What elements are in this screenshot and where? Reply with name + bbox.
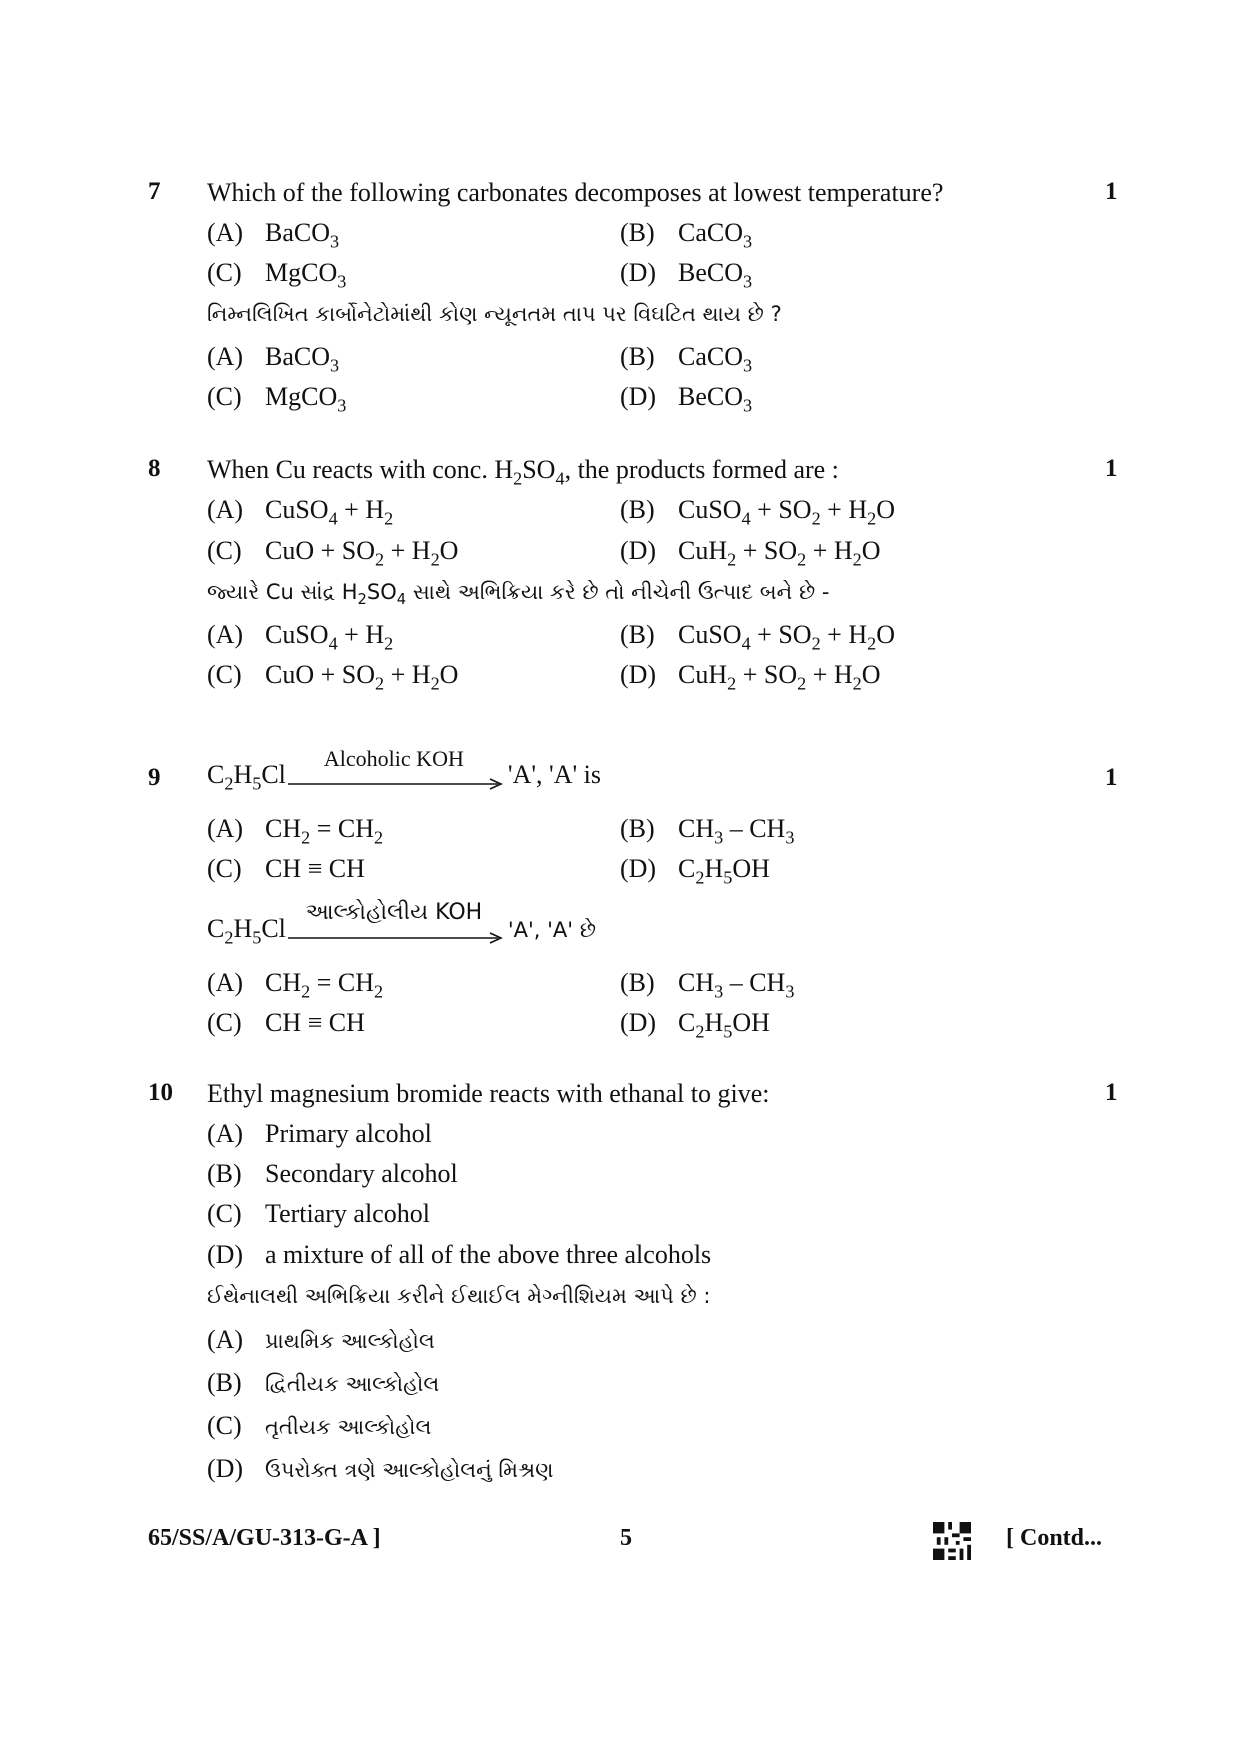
option-a-en: (A) BaCO$_3$ <box>207 218 340 252</box>
arrow-label: Alcoholic KOH <box>323 746 464 772</box>
reaction-gujarati <box>207 900 596 948</box>
page-number: 5 <box>620 1525 632 1551</box>
question-marks: 1 <box>1105 178 1118 205</box>
question-text-gujarati: ઈથેનાલથી અભિક્રિયા કરીને ઈથાઈલ મેગ્નીશિયમ આપે છે : <box>207 1284 711 1308</box>
option-c-en: (C) Tertiary alcohol <box>207 1199 430 1228</box>
option-c-gu: (C) તૃતીયક આલ્કોહોલ <box>207 1411 432 1440</box>
reactant: $C_2H_5Cl$ <box>207 914 286 948</box>
option-d-en: (D) a mixture of all of the above three alcohols <box>207 1240 712 1269</box>
option-d-en: (D) $CuH_2 + SO_2 + H_2O$ <box>620 536 881 570</box>
option-d-gu: (D) ઉપરોક્ત ત્રણે આલ્કોહોલનું મિશ્રણ <box>207 1454 554 1483</box>
question-marks: 1 <box>1105 455 1118 482</box>
right-arrow-icon <box>288 778 506 790</box>
reaction-arrow <box>288 746 506 792</box>
question-number: 10 <box>148 1079 173 1106</box>
option-b-gu: (B) CaCO$_3$ <box>620 342 753 376</box>
qr-code-icon <box>932 1522 972 1560</box>
question-text-english: When Cu reacts with conc. $H_2SO_4$, the products formed are : <box>207 455 839 489</box>
option-c-gu: (C) CH ≡ CH <box>207 1008 365 1037</box>
question-number: 9 <box>148 764 161 791</box>
option-b-gu: (B) CuSO$_4$ + $SO_2 + H_2O$ <box>620 620 895 654</box>
option-c-en: (C) CH ≡ CH <box>207 854 365 883</box>
question-text-gujarati: નિમ્નલિખિત કાર્બોનેટોમાંથી કોણ ન્યૂનતમ તાપ પર વિઘટિત થાય છે ? <box>207 302 782 326</box>
option-d-gu: (D) BeCO$_3$ <box>620 382 753 416</box>
question-text-gujarati: જ્યારે Cu સાંદ્ર $H_2SO_4$ સાથે અભિક્રિયા કરે છે તો નીચેની ઉત્પાદ બને છે - <box>207 580 830 609</box>
question-number: 8 <box>148 455 161 482</box>
option-b-en: (B) CaCO$_3$ <box>620 218 753 252</box>
option-a-gu: (A) $CH_2 = CH_2$ <box>207 968 384 1002</box>
option-a-en: (A) CuSO$_4$ + $H_2$ <box>207 495 394 529</box>
option-a-en: (A) Primary alcohol <box>207 1119 432 1148</box>
option-d-en: (D) $C_2H_5OH$ <box>620 854 770 888</box>
right-arrow-icon <box>288 932 506 944</box>
question-marks: 1 <box>1105 1079 1118 1106</box>
option-b-en: (B) $CH_3 - CH_3$ <box>620 814 795 848</box>
continued-label: [ Contd... <box>1006 1525 1103 1551</box>
option-b-en: (B) CuSO$_4$ + $SO_2 + H_2O$ <box>620 495 895 529</box>
reactant: $C_2H_5Cl$ <box>207 760 286 794</box>
reaction-english <box>207 746 602 794</box>
option-b-en: (B) Secondary alcohol <box>207 1159 458 1188</box>
option-b-gu: (B) $CH_3 - CH_3$ <box>620 968 795 1002</box>
option-c-gu: (C) MgCO$_3$ <box>207 382 347 416</box>
option-a-gu: (A) પ્રાથમિક આલ્કોહોલ <box>207 1325 435 1354</box>
paper-code: 65/SS/A/GU-313-G-A ] <box>148 1525 381 1551</box>
question-marks: 1 <box>1105 764 1118 791</box>
option-a-gu: (A) BaCO$_3$ <box>207 342 340 376</box>
option-d-gu: (D) $CuH_2 + SO_2 + H_2O$ <box>620 660 881 694</box>
option-c-gu: (C) CuO + $SO_2 + H_2O$ <box>207 660 459 694</box>
option-c-en: (C) CuO + $SO_2 + H_2O$ <box>207 536 459 570</box>
reaction-arrow <box>288 900 506 946</box>
question-number: 7 <box>148 178 161 205</box>
question-suffix: 'A', 'A' છે <box>507 918 596 942</box>
question-text-english: Ethyl magnesium bromide reacts with ethanal to give: <box>207 1079 770 1108</box>
option-c-en: (C) MgCO$_3$ <box>207 258 347 292</box>
option-a-en: (A) $CH_2 = CH_2$ <box>207 814 384 848</box>
option-a-gu: (A) CuSO$_4$ + $H_2$ <box>207 620 394 654</box>
question-suffix: 'A', 'A' is <box>507 760 602 789</box>
option-d-gu: (D) $C_2H_5OH$ <box>620 1008 770 1042</box>
option-d-en: (D) BeCO$_3$ <box>620 258 753 292</box>
question-text-english: Which of the following carbonates decomposes at lowest temperature? <box>207 178 944 207</box>
option-b-gu: (B) દ્વિતીયક આલ્કોહોલ <box>207 1368 440 1397</box>
arrow-label: આલ્કોહોલીય KOH <box>305 900 483 926</box>
